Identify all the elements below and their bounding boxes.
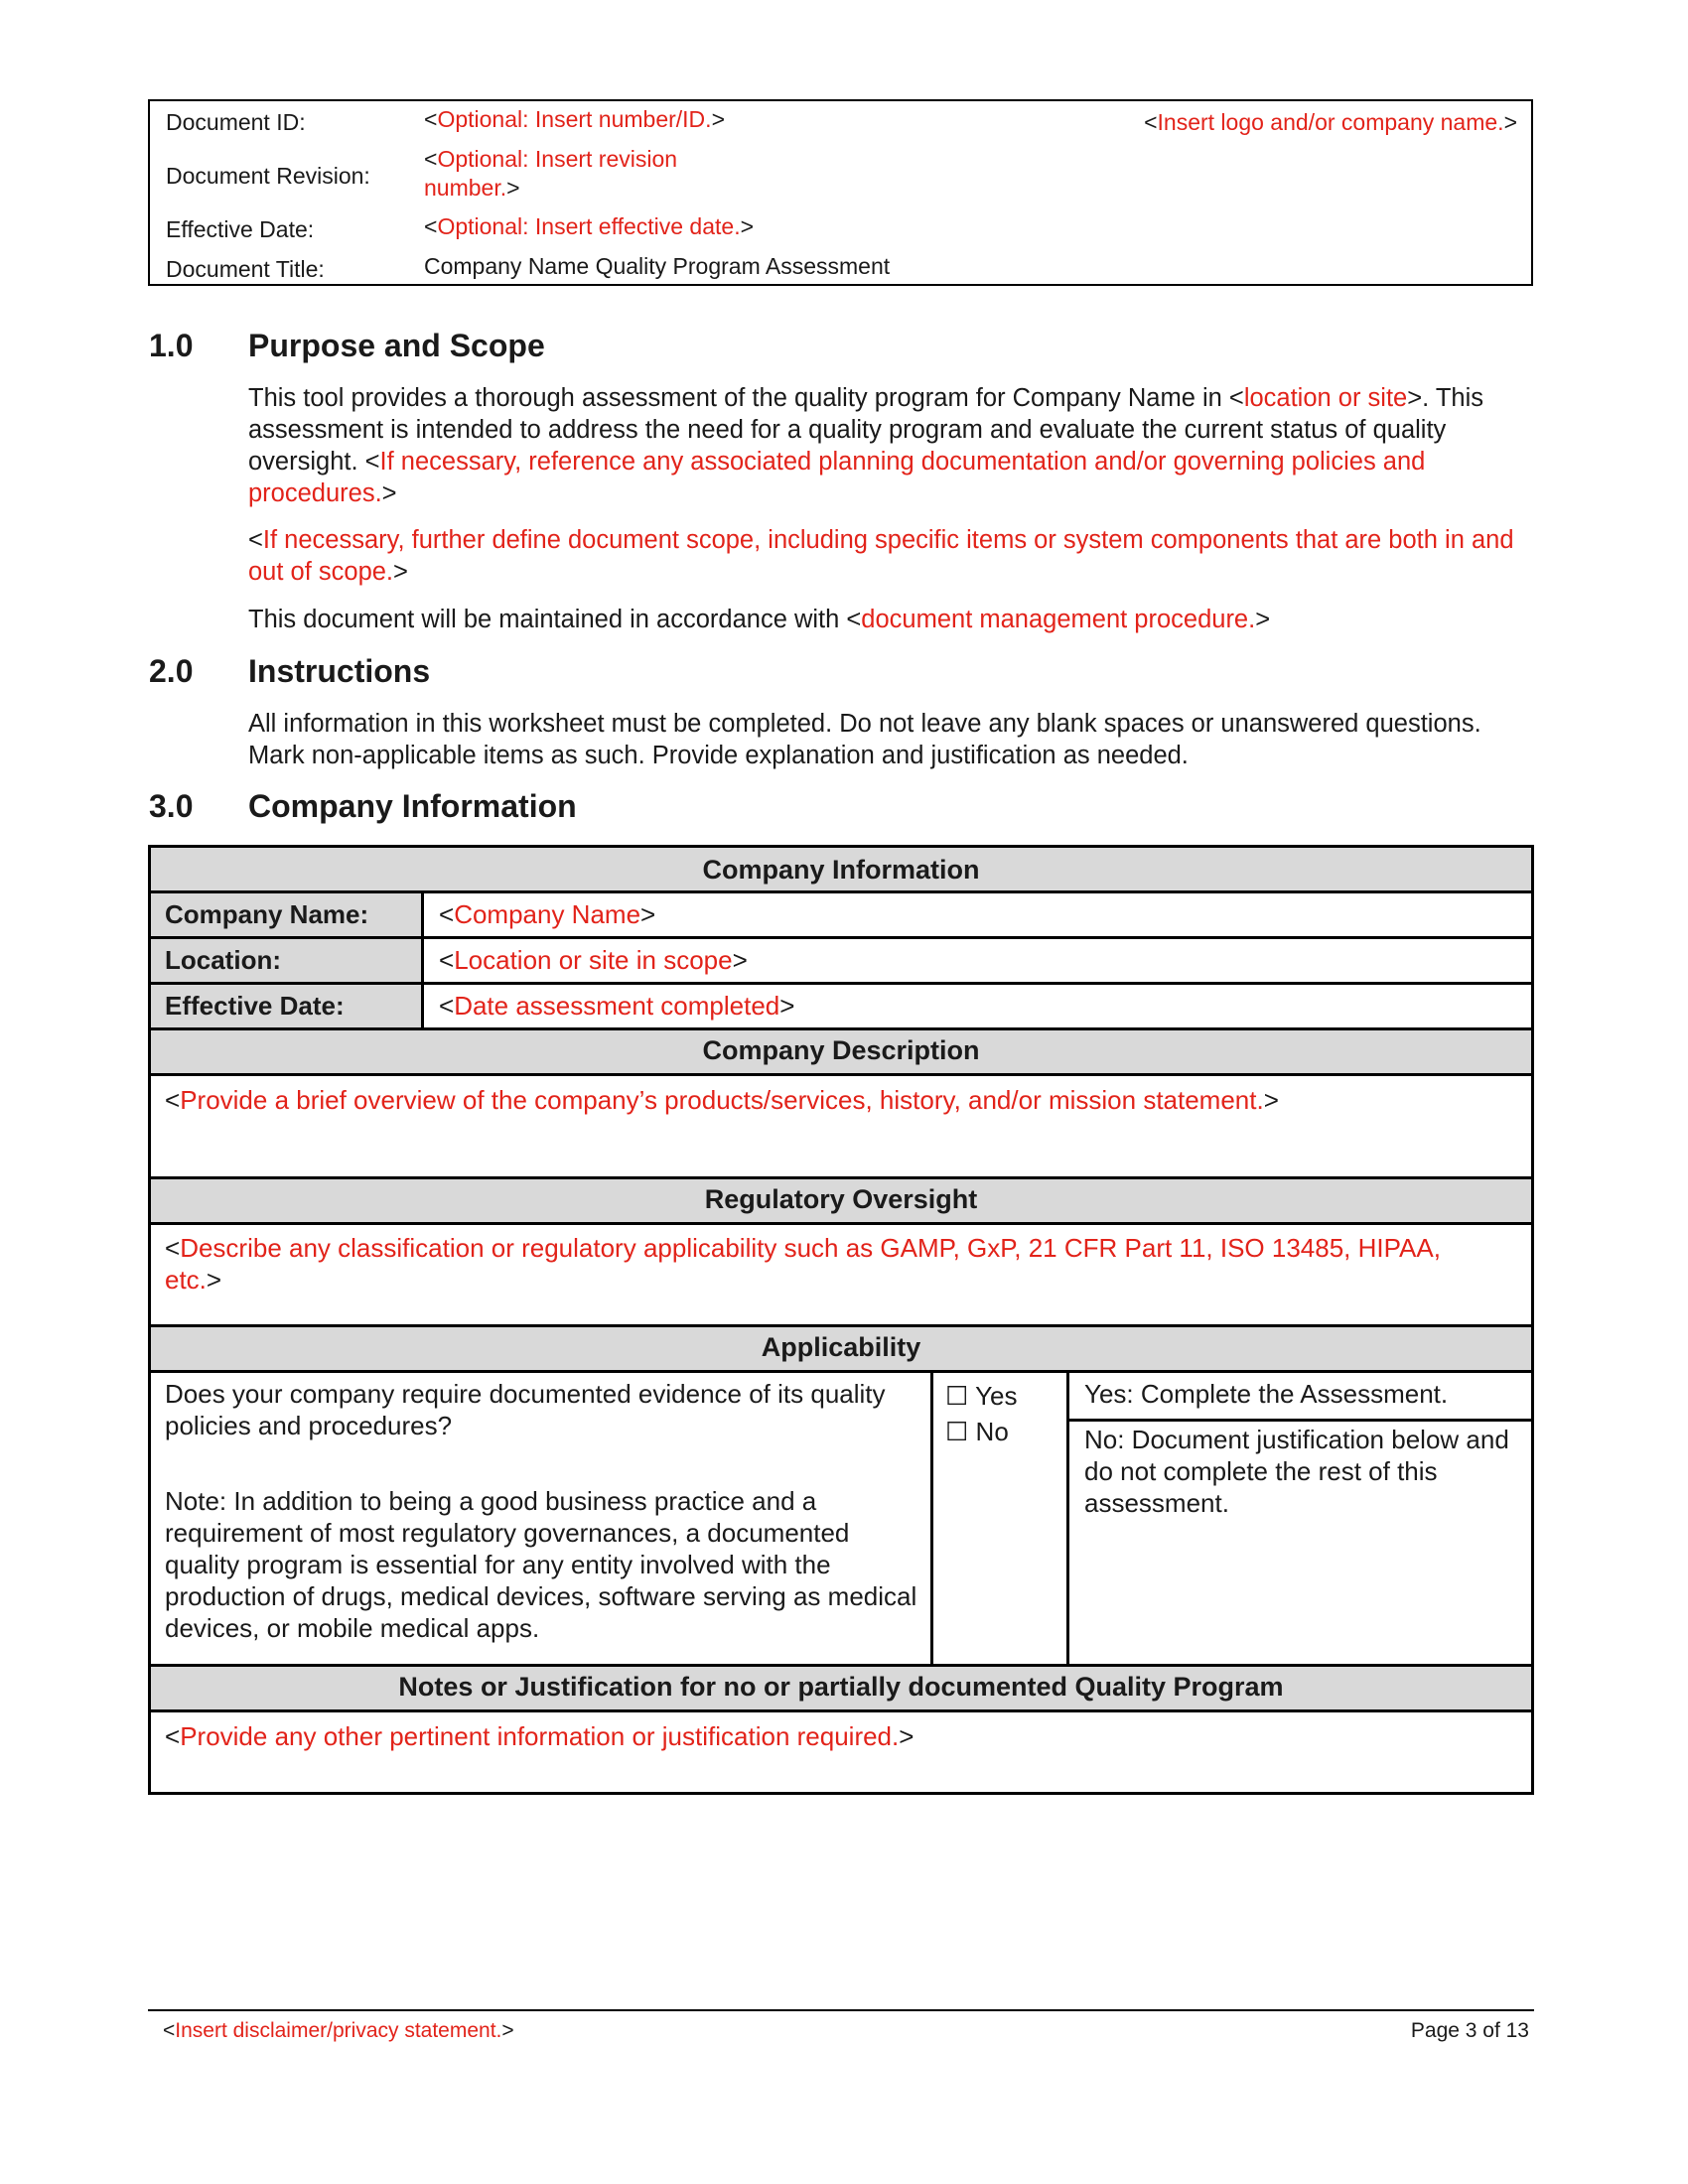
effective-date-row-label: Effective Date:: [151, 985, 421, 1027]
applicability-heading: Applicability: [151, 1327, 1531, 1373]
footer-divider: [148, 2009, 1534, 2011]
footer-page-number: Page 3 of 13: [1410, 2019, 1529, 2042]
document-title-label: Document Title:: [166, 256, 325, 282]
no-instruction: No: Document justification below and do not complete the rest of this assessment.: [1084, 1425, 1509, 1518]
company-description-heading: Company Description: [151, 1030, 1531, 1076]
instructions-paragraph: All information in this worksheet must be completed. Do not leave any blank spaces or unanswered questions. Mark non-applicable items as such. Provide explanation and justification as needed.: [248, 710, 1481, 769]
company-information-table: [148, 845, 1534, 1795]
regulatory-oversight-heading: Regulatory Oversight: [151, 1179, 1531, 1225]
notes-justification-text[interactable]: <Provide any other pertinent information or justification required.>: [165, 1721, 914, 1751]
footer-disclaimer: <Insert disclaimer/privacy statement.>: [163, 2019, 514, 2042]
effective-date-label: Effective Date:: [166, 216, 315, 242]
purpose-paragraph-2: <If necessary, further define document scope, including specific items or system components that are both in and out of scope.>: [248, 526, 1514, 586]
document-title-value: Company Name Quality Program Assessment: [424, 253, 891, 279]
doc-id-label: Document ID:: [166, 109, 306, 135]
location-value[interactable]: <Location or site in scope>: [439, 945, 748, 975]
yes-checkbox[interactable]: ☐ Yes: [945, 1381, 1018, 1411]
empty-checkbox-icon: ☐: [945, 1417, 969, 1446]
company-name-label: Company Name:: [151, 893, 421, 936]
yes-instruction: Yes: Complete the Assessment.: [1084, 1379, 1449, 1409]
notes-justification-heading: Notes or Justification for no or partially documented Quality Program: [151, 1667, 1531, 1712]
doc-id-value: <Optional: Insert number/ID.>: [424, 106, 725, 132]
company-name-value[interactable]: <Company Name>: [439, 899, 656, 929]
applicability-question: Does your company require documented evidence of its quality policies and procedures?: [165, 1379, 886, 1440]
table-title-company-information: Company Information: [151, 848, 1531, 893]
section-heading-instructions: 2.0 Instructions: [149, 653, 431, 689]
purpose-paragraph-1: This tool provides a thorough assessment of the quality program for Company Name in <location or site>. This assessment is intended to address the need for a quality program and evaluate the current status of quality oversight. <If necessary, reference any associated planning documentation and/or governing policies and procedures.>: [248, 384, 1484, 507]
logo-placeholder: <Insert logo and/or company name.>: [1144, 109, 1517, 135]
purpose-paragraph-3: This document will be maintained in accordance with <document management procedure.>: [248, 606, 1271, 633]
section-heading-company-information: 3.0 Company Information: [149, 788, 577, 824]
effective-date-row-value[interactable]: <Date assessment completed>: [439, 991, 795, 1021]
no-checkbox[interactable]: ☐ No: [945, 1417, 1009, 1446]
location-label: Location:: [151, 939, 421, 982]
revision-label: Document Revision:: [166, 163, 370, 189]
empty-checkbox-icon: ☐: [945, 1381, 969, 1411]
document-header-box: [148, 99, 1533, 286]
revision-value: <Optional: Insert revision number.>: [424, 146, 678, 201]
regulatory-oversight-text[interactable]: <Describe any classification or regulatory applicability such as GAMP, GxP, 21 CFR Part 11, ISO 13485, HIPAA, etc.>: [165, 1233, 1441, 1295]
applicability-note: Note: In addition to being a good business practice and a requirement of most regulatory governances, a documented quality program is essential for any entity involved with the production of drugs, medical devices, software serving as medical devices, or mobile medical apps.: [165, 1486, 917, 1643]
company-description-text[interactable]: <Provide a brief overview of the company’s products/services, history, and/or mission statement.>: [165, 1085, 1279, 1115]
section-heading-purpose: 1.0 Purpose and Scope: [149, 328, 545, 363]
effective-date-value: <Optional: Insert effective date.>: [424, 213, 755, 239]
